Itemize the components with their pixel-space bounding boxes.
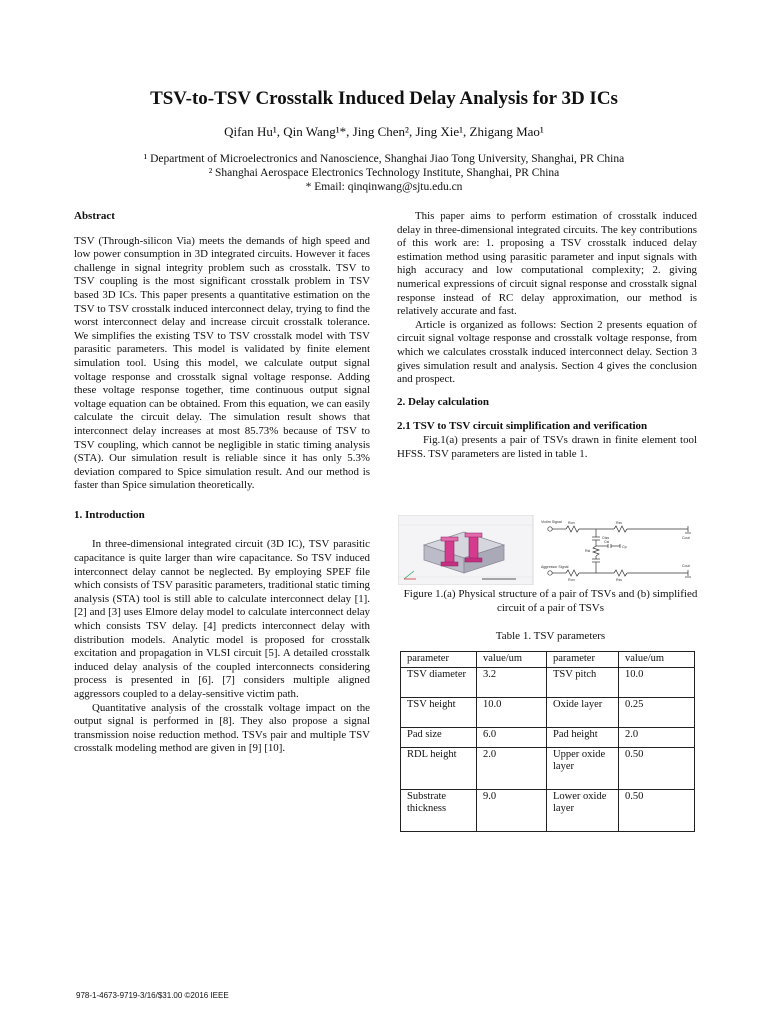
table-cell: 2.0 [619,727,695,747]
subsection-2-1-heading: 2.1 TSV to TSV circuit simplification and verification [397,420,648,433]
table-row [401,747,695,789]
table-cell: 10.0 [619,667,695,697]
introduction-paragraph-1: In three-dimensional integrated circuit (3D IC), TSV parasitic capacitance is quite larger than wire capacitance. So TSV induced interconnect delay cannot be neglected. By employing SPEF file which consists of TSV parasitic parameters, traditional static timing analysis (STA) tool is still able to calculate interconnect delay [1]. [2] and [3] uses Elmore delay model to calculate interconnect delay which consists TSV delay. [4] predicts interconnect delay with distribution models. Analytic model is proposed for crosstalk excitation and propagation in VLSI circuit [5]. A detailed crosstalk induced delay analysis of the coupled interconnects considering process is presented in [6]. [7] considers multiple aligned aggressors coupled to a delay-sensitive victim path. [74,538,370,700]
abstract-heading: Abstract [74,210,115,222]
aggressor-source-icon [548,571,552,575]
contributions-paragraph: This paper aims to perform estimation of crosstalk induced delay in three-dimensional integrated circuits. The key contributions of this work are: 1. proposing a TSV crosstalk induced delay estimation method using parasitic parameter and input signals with high accuracy and low computational complexity; 2. giving numerical expressions of circuit signal response and crosstalk signal response instead of RC delay approximation, our method is relatively accurate and fast. [397,210,697,318]
header-cell: value/um [477,652,547,668]
introduction-heading: 1. Introduction [74,508,145,521]
tsv-aggressor-bottom-pad [465,558,482,562]
label-rsv-victim: Rsv [616,521,623,525]
affiliation-2: ² Shanghai Aerospace Electronics Technology Institute, Shanghai, PR China [208,167,560,179]
label-ron-victim: Ron [568,521,575,525]
resistor-rsi [593,546,599,556]
table-row [401,667,695,697]
tsv-victim-pad [441,537,458,541]
tsv-aggressor-pad [465,533,482,537]
label-cout-victim: Cout [682,536,690,540]
figure-1-caption: Figure 1.(a) Physical structure of a pair of TSVs and (b) simplified circuit of a pair of TSVs [403,588,698,614]
header-cell: parameter [547,652,619,668]
table-cell: Upper oxide layer [547,747,619,789]
label-aggressor-signal: Aggressor Signal [541,565,569,569]
tsv-parameters-table [400,651,695,832]
aggressor-resistor-ron [566,570,579,576]
table-cell: 9.0 [477,789,547,831]
right-column [397,210,697,461]
table-1-title: Table 1. TSV parameters [495,630,606,642]
table-cell: 0.50 [619,747,695,789]
tsv-victim-bottom-pad [441,562,458,566]
table-cell: Oxide layer [547,697,619,727]
tsv-simplified-circuit [548,526,691,577]
corresponding-email: * Email: qinqinwang@sjtu.edu.cn [305,181,463,193]
introduction-paragraph-2: Quantitative analysis of the crosstalk voltage impact on the output signal is performed in [8]. They also propose a signal transmission noise reduction method. TSVs pair and multiple TSV crosstalk modeling method are given in [9] [10]. [74,701,370,755]
table-cell: TSV height [401,697,477,727]
victim-source-icon [548,527,552,531]
table-cell: Pad height [547,727,619,747]
table-cell: TSV pitch [547,667,619,697]
table-cell: Pad size [401,727,477,747]
abstract-text: TSV (Through-silicon Via) meets the demands of high speed and low power consumption in 3D integrated circuits. However it faces challenge in signal integrity problem such as crosstalk. TSV to TSV coupling is the most significant crosstalk problem in TSV based 3D ICs. This paper presents a quantitative estimation on the TSV to TSV crosstalk induced interconnect delay, trying to find the worst interconnect delay and increase circuit crosstalk tolerance. We simplifies the existing TSV to TSV crosstalk model with TSV parasitic parameters. This model is validated by finite element simulation tool. Using this model, we calculate output signal voltage response and crosstalk signal voltage response. Adding these voltage response together, time continuous output signal voltage equation can be obtained. From this equation, we can easily calculate the circuit delay. The simulation result shows that interconnect delay increases at most 85.73% because of TSV to TSV coupling, which cannot be negligible in static timing analysis (STA). Our simulation result is reliable since it has only 5.3% deviation compared to Spice simulation result. And our method is faster than Spice simulation theoretically. [74,234,370,492]
table-cell: RDL height [401,747,477,789]
author-list: Qifan Hu¹, Qin Wang¹*, Jing Chen², Jing Xie¹, Zhigang Mao¹ [224,124,544,139]
figure-1 [398,515,700,585]
table-cell: Lower oxide layer [547,789,619,831]
label-cout-aggressor: Cout [682,564,690,568]
subsection-2-1-text: Fig.1(a) presents a pair of TSVs drawn in finite element tool HFSS. TSV parameters are listed in table 1. [397,433,697,460]
table-cell: 10.0 [477,697,547,727]
table-cell: 3.2 [477,667,547,697]
table-cell: 2.0 [477,747,547,789]
label-ctsv: Ctsv [602,536,610,540]
aggressor-resistor-rsv [614,570,627,576]
tsv-physical-structure [398,515,533,585]
tsv-aggressor [469,535,478,561]
label-ron-aggressor: Ron [568,578,575,582]
table-cell: 0.25 [619,697,695,727]
table-row [401,727,695,747]
copyright-footer: 978-1-4673-9719-3/16/$31.00 ©2016 IEEE [76,991,229,1000]
left-column [74,210,370,756]
table-cell: Substrate thickness [401,789,477,831]
header-cell: parameter [401,652,477,668]
section-2-heading: 2. Delay calculation [397,395,489,408]
affiliation-1: ¹ Department of Microelectronics and Nanoscience, Shanghai Jiao Tong University, Shanghai, PR China [143,153,625,165]
paper-title: TSV-to-TSV Crosstalk Induced Delay Analysis for 3D ICs [150,88,618,109]
table-cell: TSV diameter [401,667,477,697]
victim-resistor-rsv [614,526,627,532]
label-rsi: Rsi [585,549,591,553]
label-victim-signal: Victim Signal [541,520,562,524]
label-rsv-aggressor: Rsv [616,578,623,582]
table-row [401,789,695,831]
table-cell: 6.0 [477,727,547,747]
table-row [401,697,695,727]
victim-resistor-ron [566,526,579,532]
label-csi: Csi [604,540,610,544]
figure-1-drawing [398,515,700,585]
label-cp: Cp [622,545,627,549]
tsv-victim [445,539,454,565]
organization-paragraph: Article is organized as follows: Section 2 presents equation of circuit signal voltage response and crosstalk voltage response, from which we calculates crosstalk induced interconnect delay. Section 3 gives simulation result and analysis. Section 4 gives the conclusion and prospect. [397,318,697,386]
header-cell: value/um [619,652,695,668]
table-header-row [401,652,695,668]
table-cell: 0.50 [619,789,695,831]
